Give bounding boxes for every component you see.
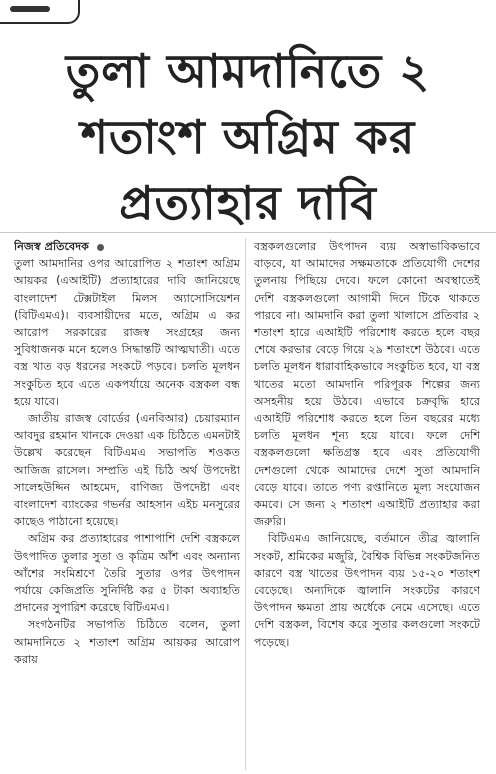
headline-line-1: তুলা আমদানিতে ২: [65, 44, 431, 98]
article-column-right: [254, 238, 480, 770]
byline: নিজস্ব প্রতিবেদক: [14, 240, 89, 253]
paragraph-right-2: বিটিএমএ জানিয়েছে, বর্তমানে তীব্র জ্বালানি সংকট, শ্রমিকের মজুরি, বৈশ্বিক বিভিন্ন সংকটজনিত কারণে বস্ত্র খাতের উৎপাদন ব্যয় ১৫-২০ শতাংশ বেড়েছে। অন্যদিকে জ্বালানি সংকটের কারণে উৎপাদন ক্ষমতা প্রায় অর্ধেকে নেমে এসেছে। এতে দেশি বস্ত্রকল, বিশেষ করে সুতার কলগুলো সংকটে পড়েছে।: [254, 532, 480, 649]
headline-line-2: শতাংশ অগ্রিম কর: [80, 110, 416, 164]
paragraph-left-2: জাতীয় রাজস্ব বোর্ডের (এনবিআর) চেয়ারম্যান আবদুর রহমান খানকে দেওয়া এক চিঠিতে এমনটাই উল্লেখ করেছেন বিটিএমএ সভাপতি শওকত আজিজ রাসেল। সম্প্রতি এই চিঠি অর্থ উপদেষ্টা সালেহউদ্দিন আহমেদ, বাণিজ্য উপদেষ্টা এবং বাংলাদেশ ব্যাংকের গভর্নর আহসান এইচ মনসুরের কাছেও পাঠানো হয়েছে।: [14, 412, 240, 529]
byline-bullet-icon: [97, 244, 104, 251]
article-body: [14, 238, 482, 770]
paragraph-left-4: সংগঠনটির সভাপতি চিঠিতে বলেন, তুলা আমদানিতে ২ শতাংশ অগ্রিম আয়কর আরোপ করায়: [14, 618, 240, 666]
article-column-left: [14, 238, 240, 770]
paragraph-left-3: অগ্রিম কর প্রত্যাহারের পাশাপাশি দেশি বস্ত্রকলে উৎপাদিত তুলার সুতা ও কৃত্রিম আঁশ এবং অন্যান্য আঁশের সংমিশ্রণে তৈরি সুতার ওপর উৎপাদন পর্যায়ে কেজিপ্রতি সুনির্দিষ্ট কর ৫ টাকা অব্যাহতি প্রদানের সুপারিশ করেছে বিটিএমএ।: [14, 532, 240, 615]
headline-rule: [0, 232, 496, 233]
paragraph-right-1: বস্ত্রকলগুলোর উৎপাদন ব্যয় অস্বাভাবিকভাবে বাড়বে, যা আমাদের সক্ষমতাকে প্রতিযোগী দেশের তুলনায় পিছিয়ে দেবে। ফলে কোনো অবস্থাতেই দেশি বস্ত্রকলগুলো আগামী দিনে টিকে থাকতে পারবে না। আমদানি করা তুলা খালাসে প্রতিবার ২ শতাংশ হারে এআইটি পরিশোধ করতে হলে বছর শেষে করভার বেড়ে গিয়ে ২৯ শতাংশে উঠবে। এতে চলতি মূলধন ধারাবাহিকভাবে সংকুচিত হবে, যা বস্ত্র খাতের মতো আমদানি পরিপূরক শিল্পের জন্য অসহনীয় হয়ে উঠবে। এভাবে চক্রবৃদ্ধি হারে এআইটি পরিশোধ করতে হলে তিন বছরের মধ্যে চলতি মূলধন শূন্য হয়ে যাবে। ফলে দেশি বস্ত্রকলগুলো ক্ষতিগ্রস্ত হবে এবং প্রতিযোগী দেশগুলো থেকে আমাদের দেশে সুতা আমদানি বেড়ে যাবে। তাতে পণ্য রপ্তানিতে মূল্য সংযোজন কমবে। সে জন্য ২ শতাংশ এআইটি প্রত্যাহার করা জরুরি।: [254, 240, 480, 529]
paragraph-left-1: তুলা আমদানির ওপর আরোপিত ২ শতাংশ অগ্রিম আয়কর (এআইটি) প্রত্যাহারের দাবি জানিয়েছে বাংলাদেশ টেক্সটাইল মিলস অ্যাসোসিয়েশন (বিটিএমএ)। ব্যবসায়ীদের মতে, অগ্রিম এ কর আরোপ সরকারের রাজস্ব সংগ্রহের জন্য সুবিধাজনক মনে হলেও সিদ্ধান্তটি আত্মঘাতী। এতে বস্ত্র খাত বড় ধরনের সংকটে পড়বে। চলতি মূলধন সংকুচিত হবে এতে একপর্যায়ে অনেক বস্ত্রকল বন্ধ হয়ে যাবে।: [14, 257, 240, 408]
column-divider: [245, 238, 246, 770]
page-corner-tab: [0, 0, 496, 30]
headline: [0, 38, 496, 236]
headline-line-3: প্রত্যাহার দাবি: [119, 176, 377, 230]
folded-tab: [0, 0, 80, 24]
tab-mark: [10, 6, 50, 12]
